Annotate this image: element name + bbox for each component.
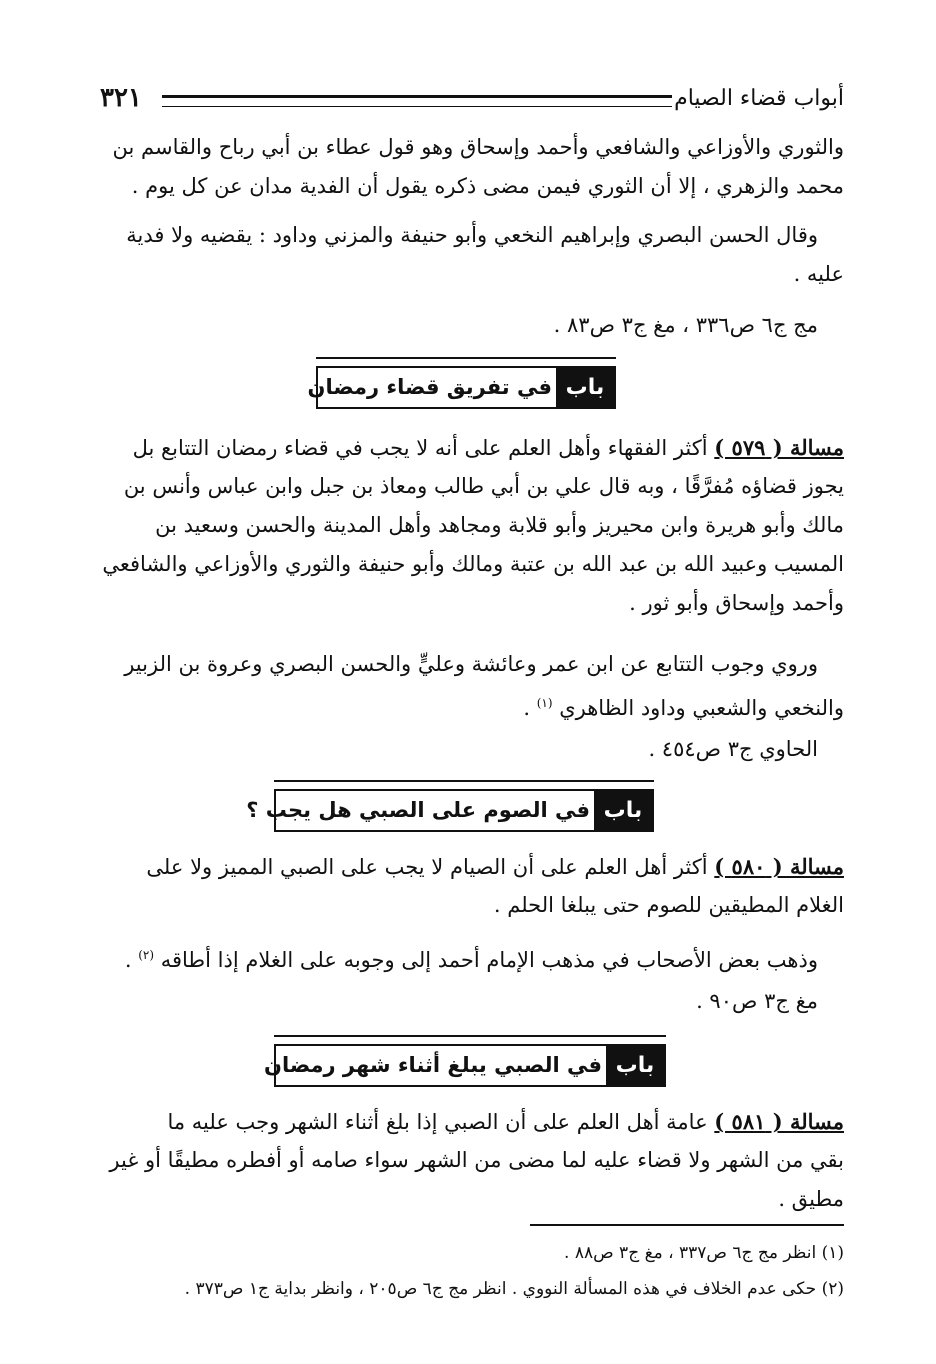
text-line [100,847,844,886]
section-heading-child-maturity [264,1035,666,1091]
source-reference: الحاوي ج٣ ص٤٥٤ . [648,737,818,761]
reference-line [100,730,844,769]
running-header-title: أبواب قضاء الصيام [674,86,844,111]
text-line: بقي من الشهر ولا قضاء عليه لما مضى من الشهر سواء صامه أو أفطره مطيقًا أو غير [109,1148,844,1172]
text-line: يجوز قضاؤه مُفرَّقًا ، وبه قال علي بن أبي طالب ومعاذ بن جبل وابن عباس وأنس بن [123,474,844,498]
source-reference: مج ج٦ ص٣٣٦ ، مغ ج٣ ص٨٣ . [553,313,818,337]
masala-text: عامة أهل العلم على أن الصبي إذا بلغ أثناء الشهر وجب عليه ما [167,1110,708,1134]
sentence-end: . [523,696,537,720]
masala-text: أكثر الفقهاء وأهل العلم على أنه لا يجب في قضاء رمضان التتابع بل [132,436,708,460]
text-line: وقال الحسن البصري وإبراهيم النخعي وأبو حنيفة والمزني وداود : يقضيه ولا فدية [126,223,818,247]
paragraph-continued [100,128,844,206]
masala-text: أكثر أهل العلم على أن الصيام لا يجب على الصبي المميز ولا على [146,855,708,879]
footnote-marker: (٢) [138,948,155,962]
text-line: والثوري والأوزاعي والشافعي وأحمد وإسحاق وهو قول عطاء بن أبي رباح والقاسم بن [112,135,844,159]
text-span: وذهب بعض الأصحاب في مذهب الإمام أحمد إلى وجوبه على الغلام إذا أطاقه [160,948,818,972]
text-line [100,684,844,723]
source-reference: مغ ج٣ ص٩٠ . [696,989,818,1013]
section-tag: باب [594,791,652,830]
section-rule [274,780,654,782]
section-box [307,366,616,409]
reference-line [100,982,844,1021]
section-heading-child-fasting [246,780,654,836]
text-line: المسيب وعبيد الله بن عبد الله بن عتبة ومالك وأبو حنيفة والثوري والأوزاعي والشافعي [102,552,844,576]
text-line: مالك وأبو هريرة وابن محيريز وأبو قلابة ومجاهد وأهل المدينة والحسن وسعيد بن [155,513,844,537]
section-title: في الصوم على الصبي هل يجب ؟ [246,798,590,822]
masala-label: مسالة ( ٥٨٠ ) [714,854,844,879]
masala-579 [100,428,844,623]
section-heading-qada-separation [307,357,616,413]
section-title: في تفريق قضاء رمضان [307,375,552,399]
footnote-1: (١) انظر مج ج٦ ص٣٣٧ ، مغ ج٣ ص٨٨ . [564,1243,844,1263]
text-line: محمد والزهري ، إلا أن الثوري فيمن مضى ذكره يقول أن الفدية مدان عن كل يوم . [131,174,844,198]
text-line [100,936,844,975]
masala-581 [100,1102,844,1219]
text-line: وأحمد وإسحاق وأبو ثور . [629,591,844,615]
text-line [100,1102,844,1141]
text-line: وروي وجوب التتابع عن ابن عمر وعائشة وعليٍّ والحسن البصري وعروة بن الزبير [124,652,818,676]
section-tag: باب [556,368,614,407]
section-rule [274,1035,666,1037]
paragraph-ashab [100,936,844,975]
running-header [100,84,844,116]
text-span: والنخعي والشعبي وداود الظاهري [559,696,844,720]
sentence-end: . [124,948,139,972]
section-title: في الصبي يبلغ أثناء شهر رمضان [264,1053,602,1077]
footnote-2: (٢) حكى عدم الخلاف في هذه المسألة النووي . انظر مج ج٦ ص٢٠٥ ، وانظر بداية ج١ ص٣٧٣ . [184,1279,844,1299]
paragraph-tatabu [100,645,844,723]
page-number: ٣٢١ [100,83,142,113]
footnote-marker: (١) [536,696,553,710]
footnote-separator [530,1224,844,1226]
text-line: مطيق . [778,1187,844,1211]
masala-label: مسالة ( ٥٧٩ ) [714,435,844,460]
header-rule [162,95,672,107]
section-tag: باب [606,1046,664,1085]
masala-label: مسالة ( ٥٨١ ) [714,1109,844,1134]
section-rule [316,357,616,359]
text-line [100,428,844,467]
paragraph-hasan-basri [100,216,844,294]
text-line: عليه . [793,262,844,286]
reference-line [100,306,844,345]
masala-580 [100,847,844,925]
text-line: الغلام المطيقين للصوم حتى يبلغا الحلم . [493,893,844,917]
section-box [264,1044,666,1087]
section-box [246,789,654,832]
